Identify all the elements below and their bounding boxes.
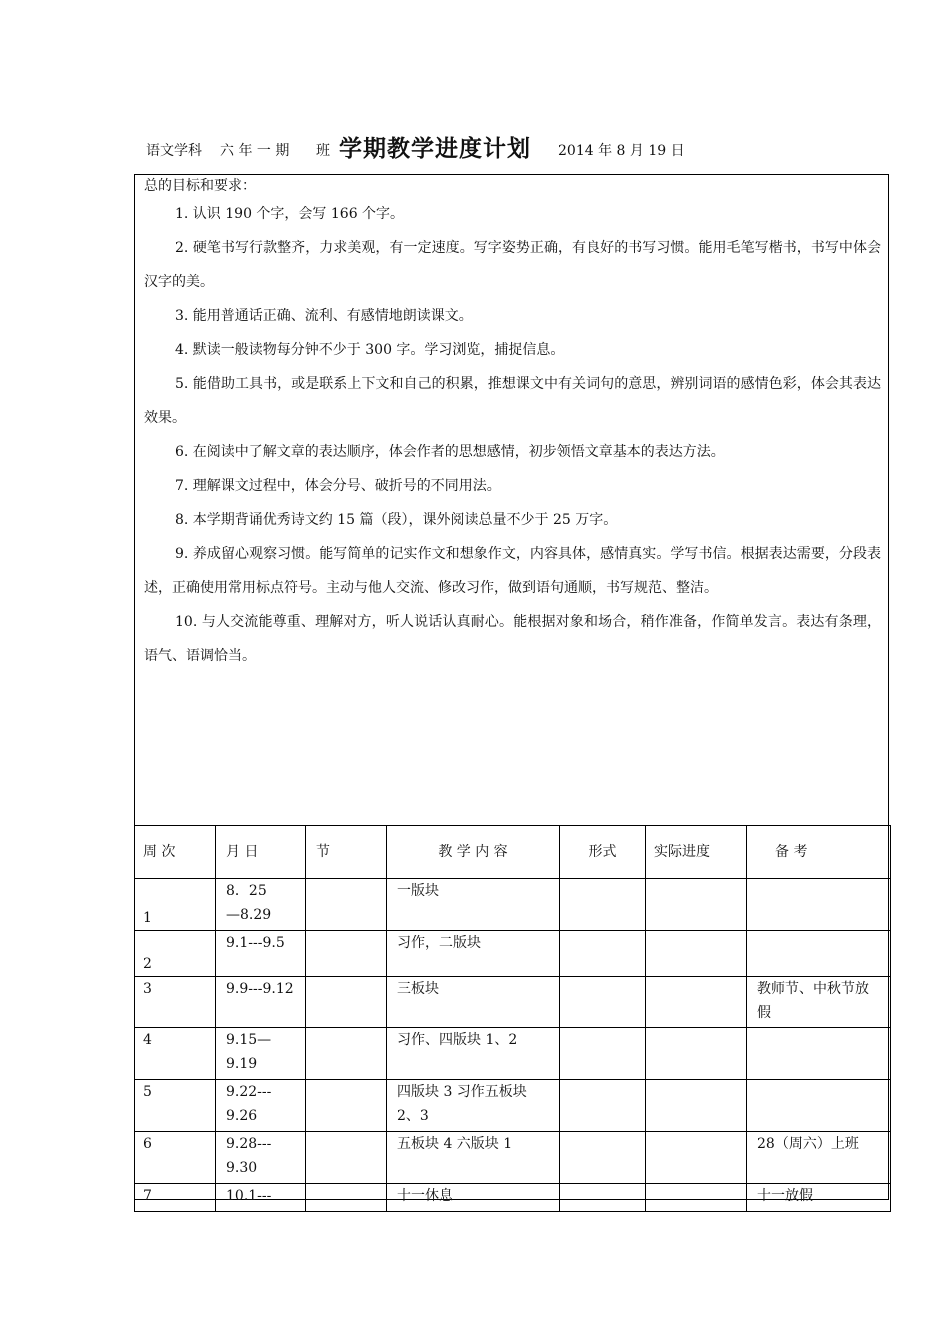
cell-form — [560, 1184, 646, 1212]
cell-section — [306, 1080, 387, 1132]
cell-content: 习作，二版块 — [387, 931, 560, 977]
cell-date: 9.15— 9.19 — [216, 1028, 306, 1080]
cell-note — [747, 879, 891, 931]
cell-date: 9.9---9.12 — [216, 977, 306, 1028]
cell-section — [306, 931, 387, 977]
goal-item: 5. 能借助工具书，或是联系上下文和自己的积累，推想课文中有关词句的意思，辨别词语的感情色彩，体会其表达效果。 — [144, 376, 881, 426]
cell-form — [560, 1080, 646, 1132]
cell-section — [306, 1184, 387, 1212]
goal-item: 1. 认识 190 个字，会写 166 个字。 — [175, 206, 405, 222]
cell-section — [306, 977, 387, 1028]
cell-content: 习作、四版块 1、2 — [387, 1028, 560, 1080]
cell-note: 教师节、中秋节放假 — [747, 977, 891, 1028]
header-section: 节 — [306, 826, 387, 879]
cell-note — [747, 931, 891, 977]
cell-content: 十一休息 — [387, 1184, 560, 1212]
cell-form — [560, 1028, 646, 1080]
cell-progress — [646, 879, 747, 931]
cell-note: 28（周六）上班 — [747, 1132, 891, 1184]
table-row — [135, 1184, 891, 1212]
header-form: 形式 — [560, 826, 646, 879]
cell-week: 4 — [135, 1028, 216, 1080]
page-title: 学期教学进度计划 — [339, 135, 531, 162]
goal-item: 3. 能用普通话正确、流利、有感情地朗读课文。 — [175, 308, 473, 324]
table-row — [135, 1080, 891, 1132]
cell-form — [560, 1132, 646, 1184]
cell-week: 5 — [135, 1080, 216, 1132]
schedule-body — [135, 826, 891, 1212]
class-label: 班 — [316, 143, 330, 159]
cell-note — [747, 1080, 891, 1132]
table-row — [135, 977, 891, 1028]
goal-item: 2. 硬笔书写行款整齐，力求美观，有一定速度。写字姿势正确，有良好的书写习惯。能用毛笔写楷书，书写中体会汉字的美。 — [144, 240, 881, 290]
plan-date: 2014 年 8 月 19 日 — [558, 143, 685, 159]
cell-date: 9.28--- 9.30 — [216, 1132, 306, 1184]
cell-progress — [646, 1028, 747, 1080]
cell-content: 四版块 3 习作五板块 2、3 — [387, 1080, 560, 1132]
header-content: 教 学 内 容 — [387, 826, 560, 879]
cell-date: 9.1---9.5 — [216, 931, 306, 977]
cell-form — [560, 931, 646, 977]
goal-item: 9. 养成留心观察习惯。能写简单的记实作文和想象作文，内容具体，感情真实。学写书信。根据表达需要，分段表述，正确使用常用标点符号。主动与他人交流、修改习作，做到语句通顺，书写规范、整洁。 — [144, 546, 881, 596]
goal-item: 6. 在阅读中了解文章的表达顺序，体会作者的思想感情，初步领悟文章基本的表达方法。 — [175, 444, 725, 460]
table-row — [135, 879, 891, 931]
schedule-table — [134, 825, 891, 1212]
cell-date: 8．25 —8.29 — [216, 879, 306, 931]
cell-week: 2 — [135, 931, 216, 977]
table-row — [135, 1132, 891, 1184]
header-week: 周 次 — [135, 826, 216, 879]
table-row — [135, 931, 891, 977]
goal-item: 7. 理解课文过程中，体会分号、破折号的不同用法。 — [175, 478, 501, 494]
cell-note — [747, 1028, 891, 1080]
cell-content: 一版块 — [387, 879, 560, 931]
cell-progress — [646, 1132, 747, 1184]
cell-progress — [646, 1080, 747, 1132]
cell-form — [560, 879, 646, 931]
grade-label: 六 年 一 期 — [220, 143, 290, 159]
cell-progress — [646, 977, 747, 1028]
goals-section — [135, 175, 890, 826]
header-note: 备 考 — [747, 826, 891, 879]
cell-content: 三板块 — [387, 977, 560, 1028]
goal-item: 4. 默读一般读物每分钟不少于 300 字。学习浏览，捕捉信息。 — [175, 342, 565, 358]
table-row — [135, 1028, 891, 1080]
plan-frame — [134, 174, 889, 1204]
subject-label: 语文学科 — [146, 143, 202, 159]
goal-item: 8. 本学期背诵优秀诗文约 15 篇（段），课外阅读总量不少于 25 万字。 — [175, 512, 618, 528]
goals-list — [144, 197, 881, 673]
goals-title: 总的目标和要求： — [144, 178, 256, 194]
cell-content: 五板块 4 六版块 1 — [387, 1132, 560, 1184]
cell-week: 1 — [135, 879, 216, 931]
document-heading — [146, 134, 906, 166]
cell-section — [306, 1028, 387, 1080]
cell-date: 9.22--- 9.26 — [216, 1080, 306, 1132]
header-progress: 实际进度 — [646, 826, 747, 879]
cell-date: 10.1--- — [216, 1184, 306, 1212]
cell-note: 十一放假 — [747, 1184, 891, 1212]
goal-item: 10. 与人交流能尊重、理解对方，听人说话认真耐心。能根据对象和场合，稍作准备，作简单发言。表达有条理，语气、语调恰当。 — [144, 614, 881, 664]
cell-progress — [646, 931, 747, 977]
cell-week: 7 — [135, 1184, 216, 1212]
cell-week: 3 — [135, 977, 216, 1028]
table-header-row — [135, 826, 891, 879]
cell-week: 6 — [135, 1132, 216, 1184]
cell-section — [306, 1132, 387, 1184]
cell-section — [306, 879, 387, 931]
cell-form — [560, 977, 646, 1028]
header-date: 月 日 — [216, 826, 306, 879]
cell-progress — [646, 1184, 747, 1212]
